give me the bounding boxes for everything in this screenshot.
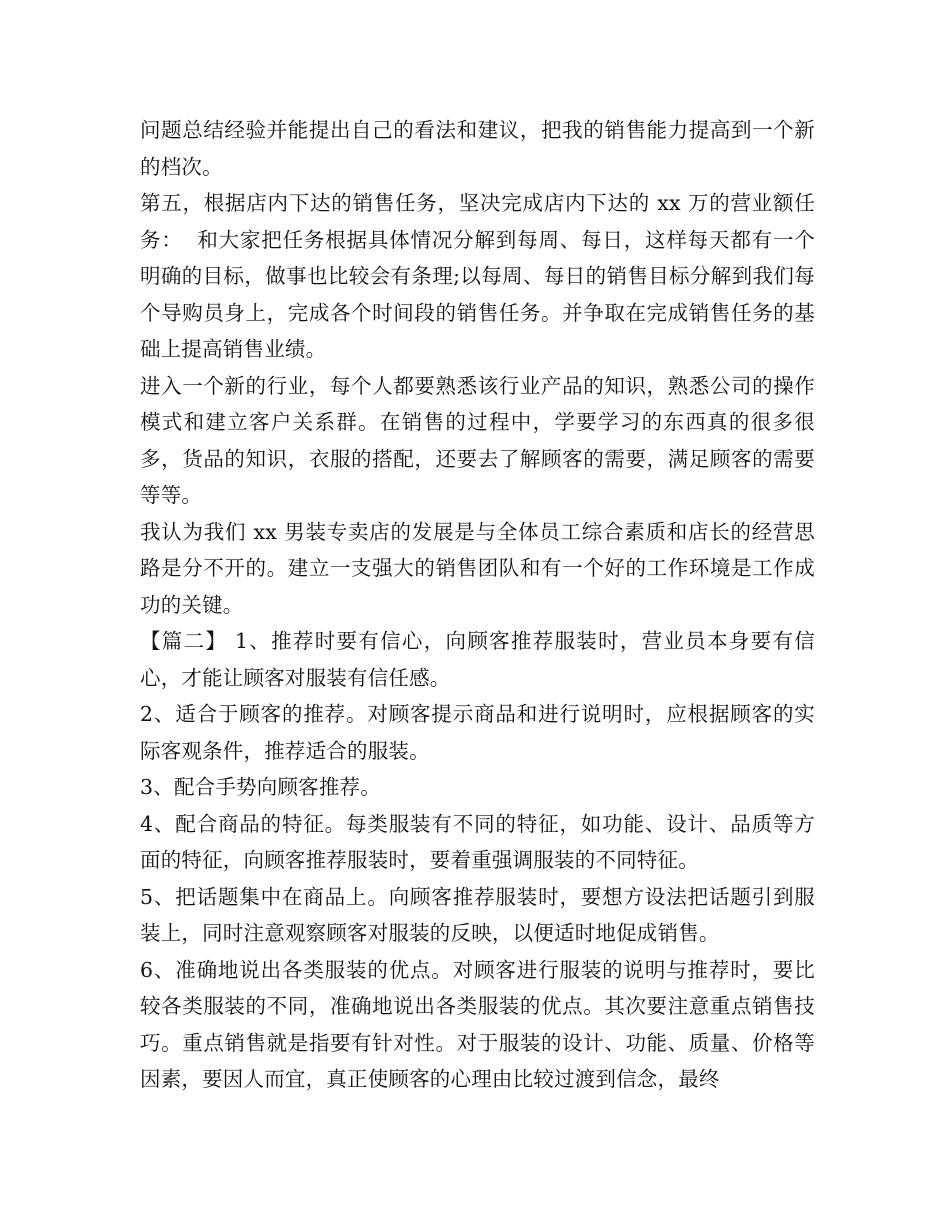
paragraph: 3、配合手势向顾客推荐。: [140, 775, 381, 799]
paragraph: 【篇二】 1、推荐时要有信心，向顾客推荐服装时，营业员本身要有信心，才能让顾客对服装有信任感。: [140, 629, 815, 690]
paragraph: 6、准确地说出各类服装的优点。对顾客进行服装的说明与推荐时，要比较各类服装的不同，准确地说出各类服装的优点。其次要注意重点销售技巧。重点销售就是指要有针对性。对于服装的设计、功能、质量、价格等因素，要因人而宜，真正使顾客的心理由比较过渡到信念，最终: [140, 957, 815, 1091]
paragraph: 问题总结经验并能提出自己的看法和建议，把我的销售能力提高到一个新的档次。: [140, 118, 815, 179]
paragraph: 5、把话题集中在商品上。向顾客推荐服装时，要想方设法把话题引到服装上，同时注意观察顾客对服装的反映，以便适时地促成销售。: [140, 884, 815, 945]
paragraph: 第五，根据店内下达的销售任务，坚决完成店内下达的 xx 万的营业额任务： 和大家把任务根据具体情况分解到每周、每日，这样每天都有一个明确的目标，做事也比较会有条理;以每周、每日的销售目标分解到我们每个导购员身上，完成各个时间段的销售任务。并争取在完成销售任务的基础上提高销售业绩。: [140, 191, 815, 361]
paragraph: 4、配合商品的特征。每类服装有不同的特征，如功能、设计、品质等方面的特征，向顾客推荐服装时，要着重强调服装的不同特征。: [140, 811, 815, 872]
paragraph: 我认为我们 xx 男装专卖店的发展是与全体员工综合素质和店长的经营思路是分不开的。建立一支强大的销售团队和有一个好的工作环境是工作成功的关键。: [140, 519, 815, 617]
paragraph: 2、适合于顾客的推荐。对顾客提示商品和进行说明时，应根据顾客的实际客观条件，推荐适合的服装。: [140, 702, 815, 763]
body-text: [140, 112, 815, 1098]
paragraph: 进入一个新的行业，每个人都要熟悉该行业产品的知识，熟悉公司的操作模式和建立客户关系群。在销售的过程中，学要学习的东西真的很多很多，货品的知识，衣服的搭配，还要去了解顾客的需要，满足顾客的需要等等。: [140, 373, 815, 507]
